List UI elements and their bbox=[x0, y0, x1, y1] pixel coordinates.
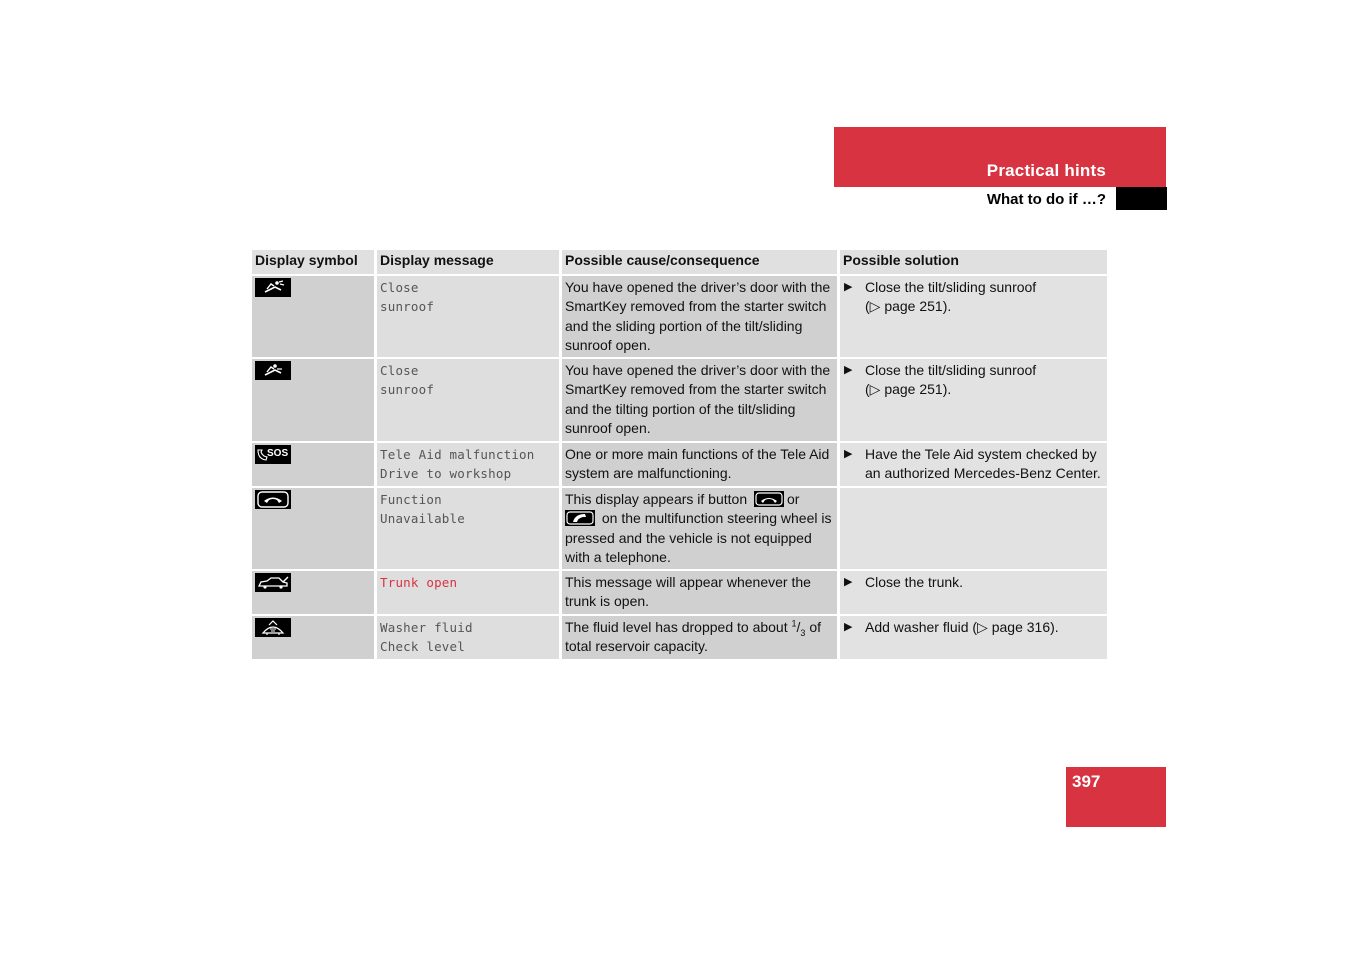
solution-item bbox=[843, 445, 1104, 484]
bullet-icon: ▶ bbox=[844, 576, 853, 588]
solution-reference: (▷ page 251). bbox=[865, 298, 952, 315]
cause-text: You have opened the driver’s door with the SmartKey removed from the starter switch and the tilting portion of the tilt/sliding sunroof open. bbox=[561, 358, 839, 442]
message-line: Trunk open bbox=[380, 575, 458, 590]
section-title: Practical hints bbox=[986, 161, 1106, 180]
cause-text bbox=[561, 487, 839, 570]
subsection-title bbox=[834, 187, 1106, 211]
bullet-icon: ▶ bbox=[844, 448, 853, 460]
solution-reference: (▷ page 251). bbox=[865, 381, 952, 398]
subsection-marker bbox=[1116, 187, 1167, 210]
sos-phone-icon bbox=[255, 445, 291, 464]
solution-text: Have the Tele Aid system checked by an authorized Mercedes-Benz Center. bbox=[865, 446, 1101, 482]
message-line: Drive to workshop bbox=[380, 466, 512, 482]
subsection-title-text: What to do if …? bbox=[986, 191, 1106, 208]
message-line: Function bbox=[380, 492, 442, 507]
column-header-message: Display message bbox=[376, 250, 561, 275]
column-header-solution: Possible solution bbox=[839, 250, 1108, 275]
table-row bbox=[252, 358, 1107, 442]
page-number: 397 bbox=[1072, 772, 1101, 791]
table-row bbox=[252, 442, 1107, 487]
sos-label: SOS bbox=[267, 448, 289, 459]
bullet-icon: ▶ bbox=[844, 364, 853, 376]
fraction-denominator: 3 bbox=[800, 627, 806, 638]
message-line: Unavailable bbox=[380, 511, 465, 527]
bullet-icon: ▶ bbox=[844, 281, 853, 293]
cause-text-part: This display appears if button bbox=[565, 491, 748, 507]
phone-hangup-button-icon bbox=[754, 491, 784, 507]
sunroof-tilting-icon bbox=[255, 361, 291, 380]
message-line: Tele Aid malfunction bbox=[380, 447, 535, 462]
message-line: Check level bbox=[380, 639, 465, 655]
solution-text: Add washer fluid (▷ page 316). bbox=[865, 619, 1059, 635]
section-header-band bbox=[834, 127, 1166, 187]
message-line: Close bbox=[380, 363, 419, 378]
solution-text: Close the tilt/sliding sunroof bbox=[865, 362, 1037, 378]
sunroof-sliding-icon bbox=[255, 278, 291, 297]
table-row bbox=[252, 275, 1107, 358]
cause-text-part: or bbox=[787, 491, 800, 507]
fraction-numerator: 1 bbox=[791, 618, 797, 629]
table-row bbox=[252, 487, 1107, 570]
solution-item bbox=[843, 361, 1104, 400]
solution-item bbox=[843, 573, 1104, 592]
solution-text: Close the tilt/sliding sunroof bbox=[865, 279, 1037, 295]
table-header-row bbox=[252, 250, 1107, 275]
solution-item bbox=[843, 278, 1104, 317]
cause-text: This message will appear whenever the trunk is open. bbox=[561, 570, 839, 615]
message-line: sunroof bbox=[380, 382, 435, 398]
solution-item bbox=[843, 618, 1104, 637]
column-header-symbol: Display symbol bbox=[252, 250, 376, 275]
table-row bbox=[252, 615, 1107, 660]
message-line: Washer fluid bbox=[380, 620, 473, 635]
phone-pickup-button-icon bbox=[565, 510, 595, 526]
cause-text: One or more main functions of the Tele Aid system are malfunctioning. bbox=[561, 442, 839, 487]
page-number-box bbox=[1066, 767, 1166, 827]
cause-text-part: The fluid level has dropped to about bbox=[565, 619, 788, 635]
cause-text: The fluid level has dropped to about $^1/_3$ of total reservoir capacity. bbox=[561, 615, 839, 660]
washer-fluid-icon bbox=[255, 618, 291, 637]
message-line: sunroof bbox=[380, 299, 435, 315]
cause-text-part: on the multifunction steering wheel is pressed and the vehicle is not equipped with a telephone. bbox=[565, 510, 832, 565]
message-line: Close bbox=[380, 280, 419, 295]
solution-text: Close the trunk. bbox=[865, 574, 964, 590]
phone-hangup-icon bbox=[255, 490, 291, 509]
cause-text: You have opened the driver’s door with the SmartKey removed from the starter switch and the sliding portion of the tilt/sliding sunroof open. bbox=[561, 275, 839, 358]
table-row bbox=[252, 570, 1107, 615]
trunk-open-icon bbox=[255, 573, 291, 592]
display-messages-table bbox=[252, 250, 1107, 661]
bullet-icon: ▶ bbox=[844, 621, 853, 633]
column-header-cause: Possible cause/consequence bbox=[561, 250, 839, 275]
cause-text-part: of total reservoir capacity. bbox=[565, 619, 821, 655]
